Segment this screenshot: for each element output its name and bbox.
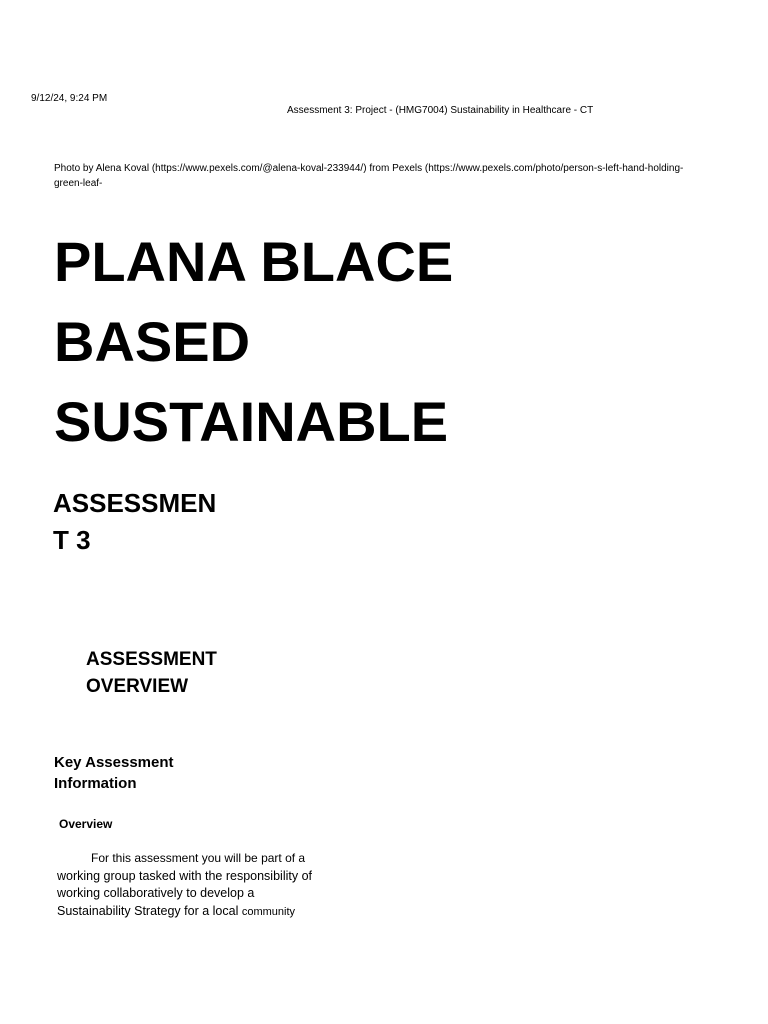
page-title bbox=[54, 222, 453, 462]
assessment-subtitle-line: ASSESSMEN bbox=[53, 488, 217, 518]
assessment-overview-heading bbox=[86, 646, 217, 700]
key-assessment-information-line: Key Assessment bbox=[54, 754, 174, 771]
paragraph-line-main: Sustainability Strategy for a local bbox=[57, 903, 242, 918]
paragraph-line: For this assessment you will be part of a bbox=[91, 851, 306, 865]
photo-credit bbox=[54, 161, 714, 191]
assessment-overview-heading-line: ASSESSMENT bbox=[86, 649, 217, 670]
assessment-subtitle bbox=[53, 485, 216, 559]
print-document-title: Assessment 3: Project - (HMG7004) Sustainability in Healthcare - CT bbox=[287, 105, 594, 116]
overview-label: Overview bbox=[59, 817, 113, 831]
paragraph-line: working collaboratively to develop a bbox=[57, 886, 255, 900]
paragraph-line bbox=[57, 903, 357, 922]
photo-credit-line: green-leaf- bbox=[54, 178, 103, 189]
paragraph-line-small: community bbox=[241, 905, 296, 918]
overview-paragraph bbox=[57, 850, 357, 921]
assessment-overview-heading-line: OVERVIEW bbox=[86, 676, 189, 697]
page-title-line: BASED bbox=[54, 310, 251, 373]
key-assessment-information-heading bbox=[54, 752, 174, 794]
page-title-line: SUSTAINABLE bbox=[54, 390, 449, 453]
paragraph-line: working group tasked with the responsibility of bbox=[57, 868, 312, 883]
page-title-line: PLANA BLACE bbox=[54, 230, 454, 293]
print-datetime: 9/12/24, 9:24 PM bbox=[31, 93, 108, 104]
photo-credit-line: Photo by Alena Koval (https://www.pexels.com/@alena-koval-233944/) from Pexels (https://www.pexels.com/photo/person-s-left-hand-holding- bbox=[54, 163, 684, 174]
key-assessment-information-line: Information bbox=[54, 775, 137, 792]
assessment-subtitle-line: T 3 bbox=[53, 525, 91, 555]
